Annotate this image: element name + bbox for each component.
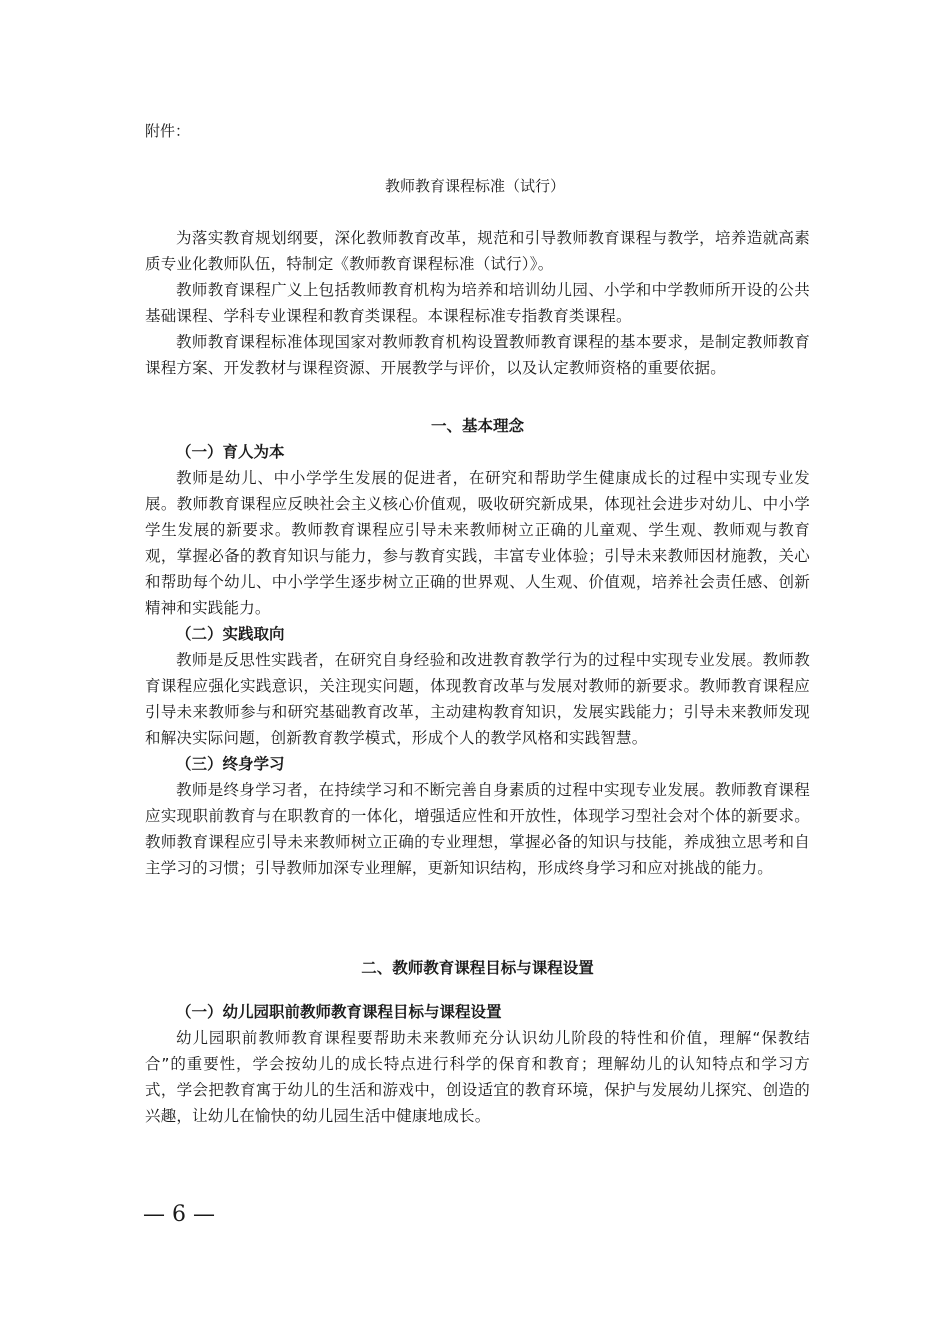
body-paragraph: 教师是反思性实践者，在研究自身经验和改进教育教学行为的过程中实现专业发展。教师教育课程应强化实践意识，关注现实问题，体现教育改革与发展对教师的新要求。教师教育课程应引导未来教师参与和研究基础教育改革，主动建构教育知识，发展实践能力；引导未来教师发现和解决实际问题，创新教育教学模式，形成个人的教学风格和实践智慧。 bbox=[145, 651, 810, 747]
subsection-heading: （二）实践取向 bbox=[176, 625, 285, 643]
body-paragraph: 教师是幼儿、中小学学生发展的促进者，在研究和帮助学生健康成长的过程中实现专业发展。教师教育课程应反映社会主义核心价值观，吸收研究新成果，体现社会进步对幼儿、中小学学生发展的新要求。教师教育课程应引导未来教师树立正确的儿童观、学生观、教师观与教育观，掌握必备的教育知识与能力，参与教育实践，丰富专业体验；引导未来教师因材施教，关心和帮助每个幼儿、中小学学生逐步树立正确的世界观、人生观、价值观，培养社会责任感、创新精神和实践能力。 bbox=[145, 469, 810, 617]
section-basic-concepts bbox=[145, 413, 810, 881]
subsection-heading: （一）育人为本 bbox=[176, 443, 285, 461]
subsection-heading: （一）幼儿园职前教师教育课程目标与课程设置 bbox=[176, 1003, 502, 1021]
intro-paragraph: 为落实教育规划纲要，深化教师教育改革，规范和引导教师教育课程与教学，培养造就高素质专业化教师队伍，特制定《教师教育课程标准（试行）》。 bbox=[145, 229, 810, 273]
attachment-label: 附件： bbox=[145, 122, 191, 140]
subsection-heading: （三）终身学习 bbox=[176, 755, 285, 773]
intro-paragraph: 教师教育课程广义上包括教师教育机构为培养和培训幼儿园、小学和中学教师所开设的公共基础课程、学科专业课程和教育类课程。本课程标准专指教育类课程。 bbox=[145, 281, 810, 325]
section-heading: 二、教师教育课程目标与课程设置 bbox=[361, 959, 594, 977]
body-paragraph: 幼儿园职前教师教育课程要帮助未来教师充分认识幼儿阶段的特性和价值，理解“保教结合”的重要性，学会按幼儿的成长特点进行科学的保育和教育；理解幼儿的认知特点和学习方式，学会把教育寓于幼儿的生活和游戏中，创设适宜的教育环境，保护与发展幼儿探究、创造的兴趣，让幼儿在愉快的幼儿园生活中健康地成长。 bbox=[145, 1029, 810, 1125]
section-heading: 一、基本理念 bbox=[430, 417, 524, 435]
intro-paragraph: 教师教育课程标准体现国家对教师教育机构设置教师教育课程的基本要求，是制定教师教育课程方案、开发教材与课程资源、开展教学与评价，以及认定教师资格的重要依据。 bbox=[145, 333, 810, 377]
intro-block bbox=[145, 225, 810, 381]
body-paragraph: 教师是终身学习者，在持续学习和不断完善自身素质的过程中实现专业发展。教师教育课程应实现职前教育与在职教育的一体化，增强适应性和开放性，体现学习型社会对个体的新要求。教师教育课程应引导未来教师树立正确的专业理想，掌握必备的知识与技能，养成独立思考和自主学习的习惯；引导教师加深专业理解，更新知识结构，形成终身学习和应对挑战的能力。 bbox=[145, 781, 810, 877]
page-number: — 6 — bbox=[143, 1202, 215, 1227]
section-course-goals bbox=[145, 955, 810, 1129]
document-title: 教师教育课程标准（试行） bbox=[384, 177, 565, 195]
